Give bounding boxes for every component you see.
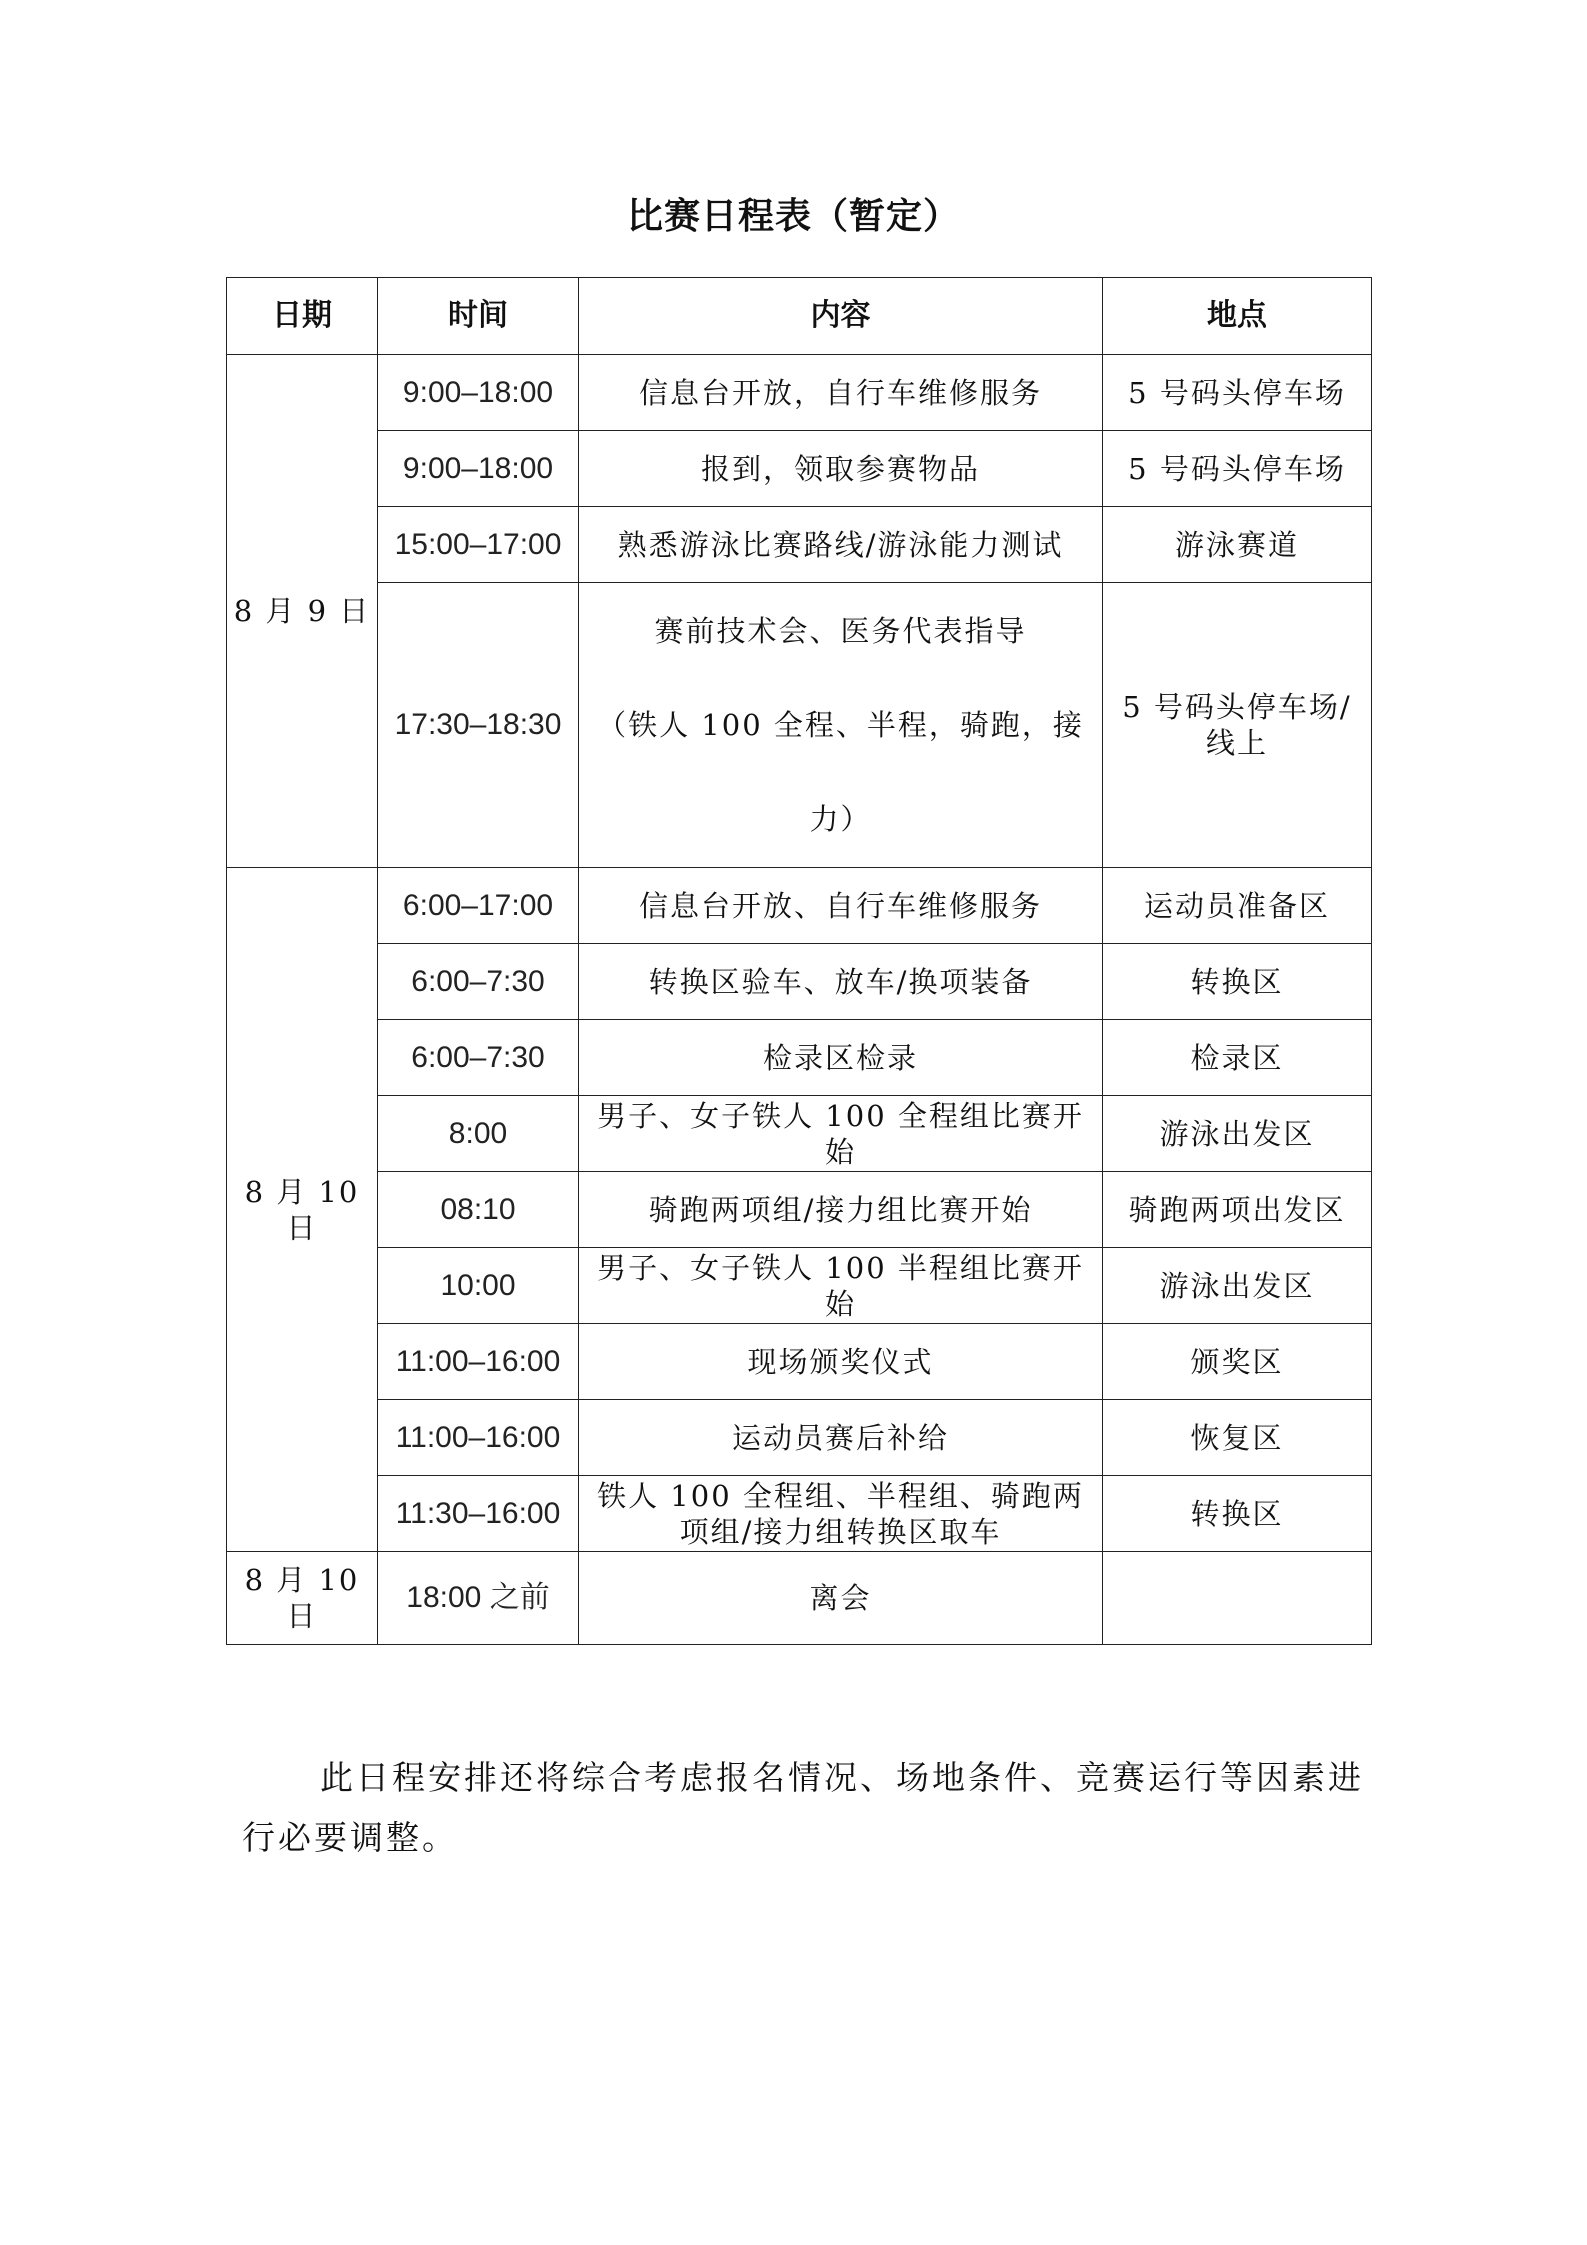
- content-cell: 熟悉游泳比赛路线/游泳能力测试: [579, 507, 1103, 583]
- time-cell: 6:00–17:00: [378, 868, 579, 944]
- header-content: 内容: [579, 278, 1103, 355]
- header-place: 地点: [1103, 278, 1372, 355]
- date-cell: 8 月 9 日: [227, 355, 378, 868]
- table-row: [227, 1476, 1372, 1552]
- table-row: [227, 431, 1372, 507]
- place-cell: 恢复区: [1103, 1400, 1372, 1476]
- time-cell: 11:00–16:00: [378, 1324, 579, 1400]
- schedule-table: [226, 277, 1372, 1645]
- content-cell: 铁人 100 全程组、半程组、骑跑两项组/接力组转换区取车: [579, 1476, 1103, 1552]
- content-cell: 转换区验车、放车/换项装备: [579, 944, 1103, 1020]
- time-cell: 11:00–16:00: [378, 1400, 579, 1476]
- header-time: 时间: [378, 278, 579, 355]
- table-row: [227, 868, 1372, 944]
- table-row: [227, 944, 1372, 1020]
- place-cell: 游泳出发区: [1103, 1248, 1372, 1324]
- content-cell: 信息台开放、自行车维修服务: [579, 868, 1103, 944]
- time-cell: 10:00: [378, 1248, 579, 1324]
- table-row: [227, 1172, 1372, 1248]
- time-cell: 6:00–7:30: [378, 944, 579, 1020]
- place-cell: 游泳出发区: [1103, 1096, 1372, 1172]
- place-cell: 骑跑两项出发区: [1103, 1172, 1372, 1248]
- time-cell: 9:00–18:00: [378, 355, 579, 431]
- table-row: [227, 583, 1372, 868]
- table-row: [227, 507, 1372, 583]
- content-cell: 男子、女子铁人 100 全程组比赛开始: [579, 1096, 1103, 1172]
- time-cell: 08:10: [378, 1172, 579, 1248]
- time-cell: 17:30–18:30: [378, 583, 579, 868]
- content-cell: 离会: [579, 1552, 1103, 1645]
- content-line: （铁人 100 全程、半程，骑跑，接: [597, 708, 1084, 742]
- table-row: [227, 1324, 1372, 1400]
- table-row: [227, 1020, 1372, 1096]
- content-cell: [579, 583, 1103, 868]
- place-cell: 5 号码头停车场/线上: [1103, 583, 1372, 868]
- place-cell: 运动员准备区: [1103, 868, 1372, 944]
- time-cell: 9:00–18:00: [378, 431, 579, 507]
- table-row: [227, 355, 1372, 431]
- place-cell: 检录区: [1103, 1020, 1372, 1096]
- content-cell: 现场颁奖仪式: [579, 1324, 1103, 1400]
- date-cell: 8 月 10 日: [227, 868, 378, 1552]
- content-cell: 男子、女子铁人 100 半程组比赛开始: [579, 1248, 1103, 1324]
- table-row: [227, 1552, 1372, 1645]
- content-line: 力）: [809, 802, 872, 836]
- content-cell: 运动员赛后补给: [579, 1400, 1103, 1476]
- table-header-row: [227, 278, 1372, 355]
- time-cell: 18:00 之前: [378, 1552, 579, 1645]
- page-title: 比赛日程表（暂定）: [626, 196, 960, 237]
- place-cell: 5 号码头停车场: [1103, 355, 1372, 431]
- date-cell: 8 月 10 日: [227, 1552, 378, 1645]
- schedule-note: 此日程安排还将综合考虑报名情况、场地条件、竞赛运行等因素进行必要调整。: [242, 1758, 1364, 1857]
- content-cell: 检录区检录: [579, 1020, 1103, 1096]
- header-date: 日期: [227, 278, 378, 355]
- table-row: [227, 1096, 1372, 1172]
- content-cell: 信息台开放，自行车维修服务: [579, 355, 1103, 431]
- place-cell: 转换区: [1103, 1476, 1372, 1552]
- table-row: [227, 1400, 1372, 1476]
- content-cell: 骑跑两项组/接力组比赛开始: [579, 1172, 1103, 1248]
- table-row: [227, 1248, 1372, 1324]
- time-cell: 15:00–17:00: [378, 507, 579, 583]
- place-cell: 5 号码头停车场: [1103, 431, 1372, 507]
- place-cell: 转换区: [1103, 944, 1372, 1020]
- place-cell: [1103, 1552, 1372, 1645]
- place-cell: 游泳赛道: [1103, 507, 1372, 583]
- time-cell: 11:30–16:00: [378, 1476, 579, 1552]
- place-cell: 颁奖区: [1103, 1324, 1372, 1400]
- time-cell: 8:00: [378, 1096, 579, 1172]
- time-cell: 6:00–7:30: [378, 1020, 579, 1096]
- content-cell: 报到，领取参赛物品: [579, 431, 1103, 507]
- content-line: 赛前技术会、医务代表指导: [654, 614, 1027, 648]
